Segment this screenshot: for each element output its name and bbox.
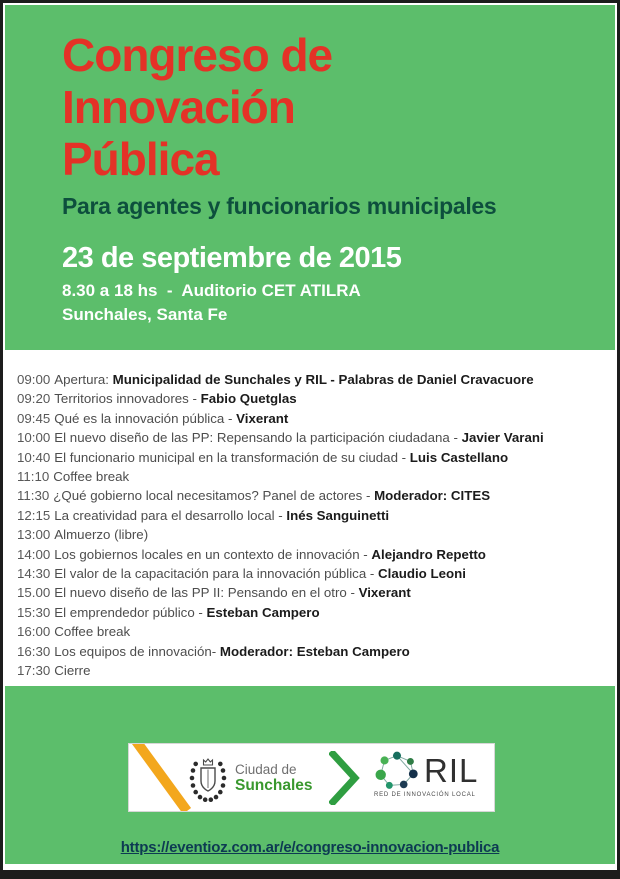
schedule-activity: El emprendedor público -	[54, 604, 207, 620]
schedule-activity: Los gobiernos locales en un contexto de innovación -	[54, 546, 372, 562]
schedule-speaker: Vixerant	[358, 585, 411, 601]
event-time-venue: 8.30 a 18 hs - Auditorio CET ATILRA	[62, 281, 361, 300]
schedule-activity: Qué es la innovación pública -	[54, 410, 237, 426]
sunchales-logo-line1: Ciudad de	[235, 761, 297, 777]
schedule-row	[17, 486, 603, 505]
schedule-speaker: Esteban Campero	[206, 604, 320, 620]
ril-logo-name: RIL	[424, 752, 479, 789]
schedule-time: 11:30	[17, 488, 50, 504]
schedule-time: 09:20	[17, 391, 51, 407]
poster-title-line-2: Innovación	[62, 81, 295, 133]
footer-section	[5, 686, 615, 864]
event-location: Sunchales, Santa Fe	[62, 305, 228, 324]
schedule-time: 10:00	[17, 430, 51, 446]
poster-title-line-1: Congreso de	[62, 29, 333, 81]
schedule-time: 15:30	[17, 604, 51, 620]
schedule-row	[17, 467, 603, 486]
schedule-row	[17, 622, 603, 641]
schedule-speaker: Inés Sanguinetti	[286, 507, 390, 523]
schedule-time: 17:30	[17, 663, 51, 679]
schedule-time: 15.00	[17, 585, 51, 601]
schedule-activity: ¿Qué gobierno local necesitamos? Panel de actores -	[53, 488, 375, 504]
schedule-time: 16:30	[17, 643, 51, 659]
ril-logo	[374, 748, 478, 798]
schedule-row	[17, 642, 603, 661]
schedule-row	[17, 525, 603, 544]
schedule-activity: Territorios innovadores -	[54, 391, 201, 407]
event-url-line	[5, 839, 615, 857]
poster-title-line-3: Pública	[62, 133, 219, 185]
schedule-activity: El nuevo diseño de las PP: Repensando la participación ciudadana -	[54, 430, 462, 446]
schedule-activity: El funcionario municipal en la transformación de su ciudad -	[54, 449, 410, 465]
schedule-speaker: Fabio Quetglas	[200, 391, 297, 407]
sunchales-logo	[187, 749, 313, 807]
schedule-speaker: Moderador: CITES	[374, 488, 491, 504]
chevron-right-icon	[329, 751, 361, 810]
schedule-list	[17, 370, 603, 681]
schedule-row	[17, 603, 603, 622]
sunchales-crest-icon	[187, 749, 229, 807]
schedule-speaker: Alejandro Repetto	[371, 546, 486, 562]
schedule-speaker: Vixerant	[236, 410, 289, 426]
schedule-activity: El valor de la capacitación para la innovación pública -	[54, 566, 379, 582]
schedule-activity: Coffee break	[53, 469, 130, 485]
schedule-time: 11:10	[17, 469, 50, 485]
schedule-speaker: Claudio Leoni	[378, 566, 466, 582]
ril-logo-tagline: RED DE INNOVACIÓN LOCAL	[374, 792, 476, 798]
schedule-time: 09:00	[17, 372, 51, 387]
schedule-activity: Apertura:	[54, 372, 113, 387]
schedule-section	[3, 350, 617, 686]
schedule-speaker: Luis Castellano	[409, 449, 509, 465]
schedule-row	[17, 583, 603, 602]
ril-network-icon	[374, 748, 420, 794]
poster-title	[62, 29, 332, 185]
schedule-activity: Almuerzo (libre)	[54, 527, 149, 543]
schedule-time: 13:00	[17, 527, 51, 543]
schedule-row	[17, 389, 603, 408]
schedule-row	[17, 661, 603, 680]
event-date: 23 de septiembre de 2015	[62, 242, 402, 274]
schedule-speaker: Municipalidad de Sunchales y RIL - Palabras de Daniel Cravacuore	[112, 372, 534, 387]
schedule-row	[17, 370, 603, 389]
header-section	[5, 5, 615, 350]
schedule-row	[17, 506, 603, 525]
event-url-link[interactable]: https://eventioz.com.ar/e/congreso-innovacion-publica	[120, 839, 500, 856]
schedule-row	[17, 428, 603, 447]
schedule-time: 16:00	[17, 624, 51, 640]
sunchales-logo-line2: Sunchales	[235, 776, 313, 794]
schedule-activity: Coffee break	[54, 624, 131, 640]
schedule-activity: Cierre	[54, 663, 91, 679]
schedule-time: 14:00	[17, 546, 51, 562]
schedule-activity: La creatividad para el desarrollo local -	[54, 507, 287, 523]
schedule-activity: El nuevo diseño de las PP II: Pensando en el otro -	[54, 585, 359, 601]
schedule-row	[17, 448, 603, 467]
schedule-row	[17, 545, 603, 564]
schedule-speaker: Moderador: Esteban Campero	[219, 643, 410, 659]
schedule-row	[17, 409, 603, 428]
schedule-time: 14:30	[17, 566, 51, 582]
schedule-row	[17, 564, 603, 583]
schedule-speaker: Javier Varani	[461, 430, 544, 446]
schedule-activity: Los equipos de innovación-	[54, 643, 220, 659]
poster-subtitle: Para agentes y funcionarios municipales	[62, 193, 497, 219]
schedule-time: 09:45	[17, 410, 51, 426]
schedule-time: 12:15	[17, 507, 51, 523]
schedule-time: 10:40	[17, 449, 51, 465]
logo-strip	[128, 743, 495, 812]
